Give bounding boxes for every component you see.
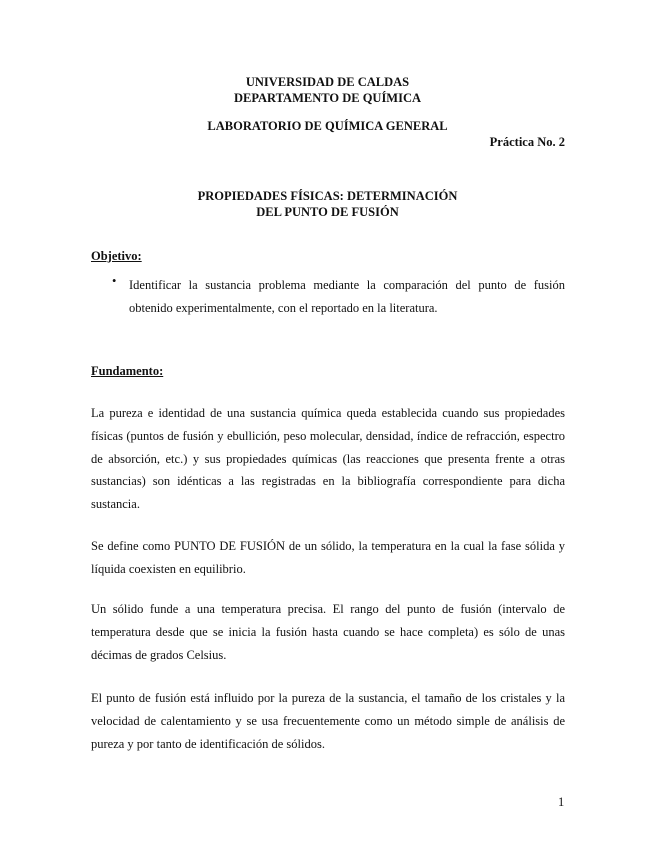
paragraph-1: La pureza e identidad de una sustancia química queda establecida cuando sus propiedades físicas (puntos de fusión y ebullición, peso molecular, densidad, índice de refracción, espectro de absorción, etc.) y sus propiedades químicas (las reacciones que presenta frente a otras sustancias) son idénticas a las registradas en la bibliografía correspondiente para dicha sustancia. xyxy=(91,406,565,512)
department-name: DEPARTAMENTO DE QUÍMICA xyxy=(233,91,422,105)
practice-number: Práctica No. 2 xyxy=(489,135,565,149)
paragraph-3: Un sólido funde a una temperatura precisa. El rango del punto de fusión (intervalo de temperatura desde que se inicia la fusión hasta cuando se hace completa) es sólo de unas décimas de grados Celsius. xyxy=(91,602,565,662)
lab-name: LABORATORIO DE QUÍMICA GENERAL xyxy=(207,119,448,133)
paragraph-4: El punto de fusión está influido por la pureza de la sustancia, el tamaño de los cristales y la velocidad de calentamiento y se usa frecuentemente como un método simple de análisis de pureza y por tanto de identificación de sólidos. xyxy=(91,691,565,751)
objective-item: Identificar la sustancia problema mediante la comparación del punto de fusión obtenido experimentalmente, con el reportado en la literatura. xyxy=(129,278,565,315)
paragraph-2: Se define como PUNTO DE FUSIÓN de un sólido, la temperatura en la cual la fase sólida y líquida coexisten en equilibrio. xyxy=(91,539,565,576)
objective-heading: Objetivo: xyxy=(91,249,142,263)
university-name: UNIVERSIDAD DE CALDAS xyxy=(245,75,410,89)
title-line-2: DEL PUNTO DE FUSIÓN xyxy=(256,205,399,219)
bullet-icon: • xyxy=(112,274,117,288)
fundamento-heading: Fundamento: xyxy=(91,364,164,378)
title-line-1: PROPIEDADES FÍSICAS: DETERMINACIÓN xyxy=(197,189,458,203)
page-number: 1 xyxy=(558,795,565,809)
